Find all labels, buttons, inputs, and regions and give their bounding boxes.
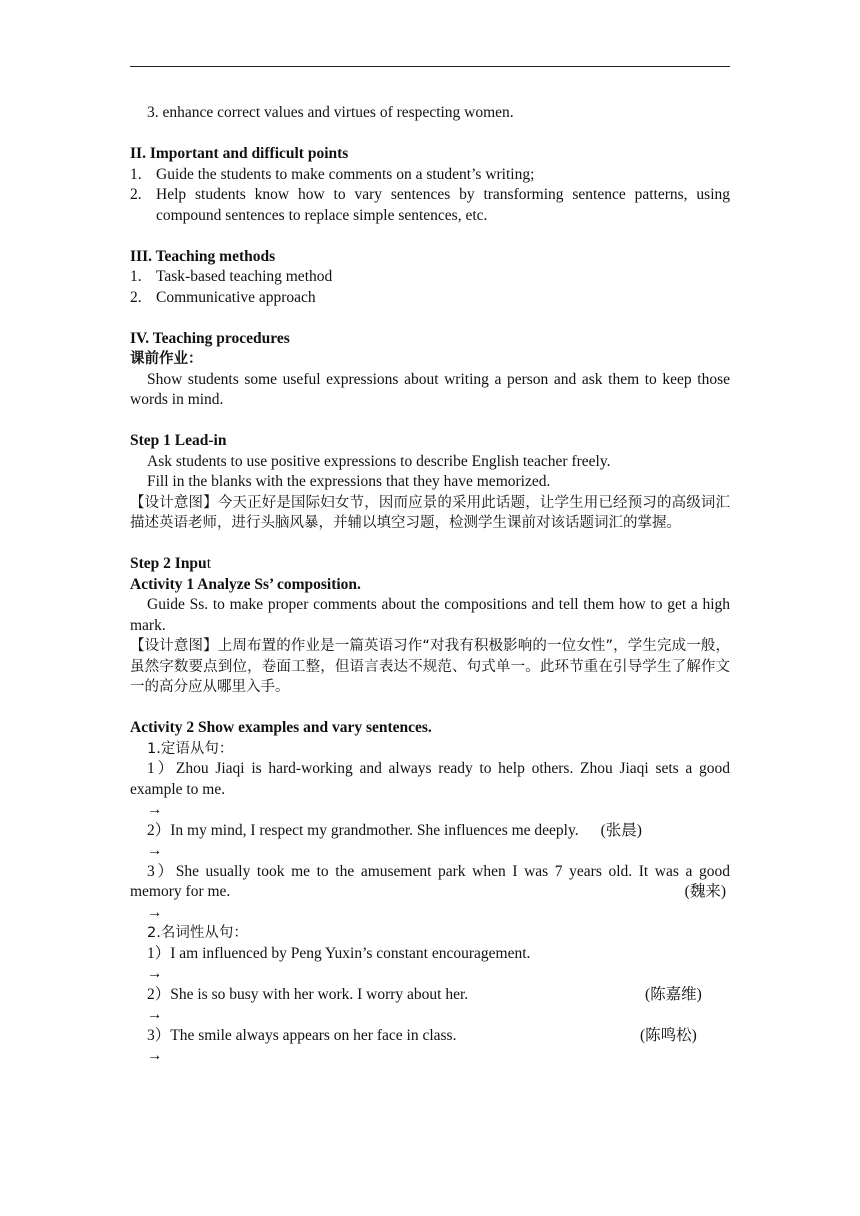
example-row [130, 1026, 730, 1047]
example-row [130, 821, 730, 842]
author-name: (魏来) [684, 883, 726, 900]
header-rule [130, 66, 730, 67]
example-sentence: 1）I am influenced by Peng Yuxin’s constant encouragement. [147, 944, 531, 962]
objective-item-3: 3. enhance correct values and virtues of respecting women. [147, 104, 514, 121]
activity1-text: Guide Ss. to make proper comments about the compositions and tell them how to get a high mark. [130, 596, 730, 634]
example-sentence: 3）She usually took me to the amusement park when I was 7 years old. It was a good memory for me. [130, 862, 730, 900]
group2-label: 2.名词性从句： [147, 925, 248, 941]
section-heading-important-points: II. Important and difficult points [130, 145, 349, 162]
homework-label: 课前作业： [130, 351, 203, 367]
list-item: 2. Communicative approach [130, 288, 316, 306]
group1-label: 1.定语从句： [147, 740, 234, 757]
example-sentence: 1）Zhou Jiaqi is hard-working and always ready to help others. Zhou Jiaqi sets a good example to me. [130, 760, 730, 798]
arrow-icon: → [147, 1006, 163, 1023]
arrow-icon: → [147, 1047, 163, 1064]
arrow-icon: → [147, 842, 163, 859]
homework-text: Show students some useful expressions about writing a person and ask them to keep those words in mind. [130, 370, 730, 408]
example-sentence: 3）The smile always appears on her face in class. [147, 1026, 457, 1044]
list-item: 1. Guide the students to make comments on a student’s writing; [130, 165, 535, 183]
arrow-icon: → [147, 903, 163, 921]
arrow-icon: → [147, 801, 163, 818]
step1-heading: Step 1 Lead-in [130, 432, 227, 449]
step1-design-intent: 【设计意图】今天正好是国际妇女节，因而应景的采用此话题，让学生用已经预习的高级词汇描述英语老师，进行头脑风暴，并辅以填空习题，检测学生课前对该话题词汇的掌握。 [130, 494, 730, 531]
arrow-icon: → [147, 965, 163, 982]
section-heading-teaching-methods: III. Teaching methods [130, 247, 276, 265]
author-name: (张晨) [600, 821, 642, 839]
step1-line-2: Fill in the blanks with the expressions that they have memorized. [147, 473, 551, 490]
list-item: 1. Task-based teaching method [130, 268, 333, 285]
activity1-heading: Activity 1 Analyze Ss’ composition. [130, 575, 361, 593]
step2-heading: Step 2 Input [130, 555, 211, 572]
author-name: (陈鸣松) [640, 1026, 697, 1044]
example-sentence: 2）She is so busy with her work. I worry about her. [147, 985, 469, 1003]
activity1-design-intent: 【设计意图】上周布置的作业是一篇英语习作“对我有积极影响的一位女性”，学生完成一般，虽然字数要点到位，卷面工整，但语言表达不规范、句式单一。此环节重在引导学生了解作文一的高分应从哪里入手。 [130, 638, 730, 695]
document-body [130, 103, 730, 1067]
example-row [130, 985, 730, 1006]
author-name: (陈嘉维) [645, 985, 702, 1003]
section-heading-teaching-procedures: IV. Teaching procedures [130, 329, 290, 347]
step1-line-1: Ask students to use positive expressions to describe English teacher freely. [147, 452, 611, 470]
example-sentence: 2）In my mind, I respect my grandmother. She influences me deeply. [147, 821, 579, 839]
list-item: 2. Help students know how to vary sentences by transforming sentence patterns, using compound sentences to replace simple sentences, etc. [130, 186, 730, 224]
activity2-heading: Activity 2 Show examples and vary sentences. [130, 719, 432, 736]
